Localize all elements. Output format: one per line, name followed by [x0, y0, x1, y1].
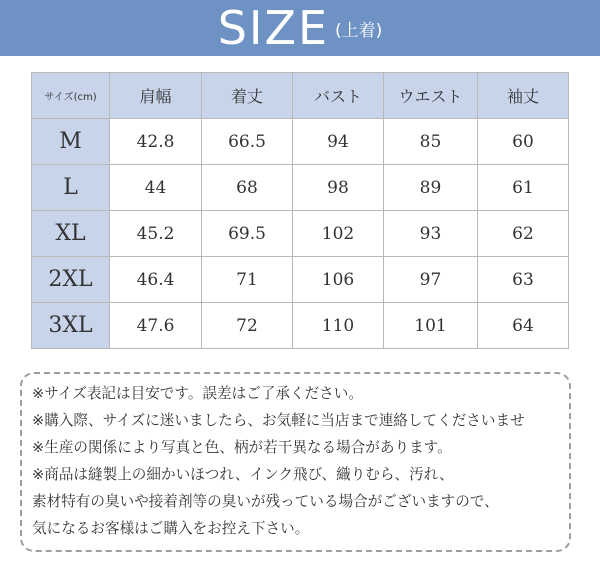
note-line: ※商品は縫製上の細かいほつれ、インク飛び、織りむら、汚れ、 [32, 466, 454, 483]
header-waist: ウエスト [384, 73, 478, 119]
table-cell: 62 [478, 211, 569, 257]
table-cell: 98 [293, 165, 384, 211]
table-row [32, 303, 569, 349]
table-cell: 44 [110, 165, 202, 211]
table-cell: 46.4 [110, 257, 202, 303]
header-sleeve: 袖丈 [478, 73, 569, 119]
size-banner [0, 0, 600, 56]
header-length: 着丈 [202, 73, 293, 119]
table-cell: 47.6 [110, 303, 202, 349]
corner-header: サイズ(cm) [32, 73, 110, 119]
table-cell: 42.8 [110, 119, 202, 165]
note-line: 気になるお客様はご購入をお控え下さい。 [32, 520, 310, 537]
table-cell: 61 [478, 165, 569, 211]
table-cell: 102 [293, 211, 384, 257]
table-cell: 60 [478, 119, 569, 165]
table-cell: 63 [478, 257, 569, 303]
table-cell: 71 [202, 257, 293, 303]
note-line: ※生産の関係により写真と色、柄が若干異なる場合があります。 [32, 439, 452, 456]
table-cell: 85 [384, 119, 478, 165]
table-cell: 45.2 [110, 211, 202, 257]
note-line: ※購入際、サイズに迷いましたら、お気軽に当店まで連絡してくださいませ [32, 412, 525, 429]
table-cell: 72 [202, 303, 293, 349]
table-row [32, 165, 569, 211]
banner-subtitle: (上着) [335, 21, 383, 41]
table-cell: 93 [384, 211, 478, 257]
table-cell: 101 [384, 303, 478, 349]
size-table [31, 72, 569, 349]
size-label: M [32, 119, 110, 165]
table-cell: 106 [293, 257, 384, 303]
notes-box [20, 372, 571, 552]
header-shoulder: 肩幅 [110, 73, 202, 119]
table-cell: 110 [293, 303, 384, 349]
banner-title: SIZE [217, 1, 330, 55]
table-cell: 94 [293, 119, 384, 165]
table-row [32, 119, 569, 165]
header-bust: バスト [293, 73, 384, 119]
note-line: ※サイズ表記は目安です。誤差はご了承ください。 [32, 385, 363, 402]
table-cell: 69.5 [202, 211, 293, 257]
table-cell: 68 [202, 165, 293, 211]
note-line: 素材特有の臭いや接着剤等の臭いが残っている場合がございますので、 [32, 493, 499, 510]
size-label: 3XL [32, 303, 110, 349]
table-cell: 66.5 [202, 119, 293, 165]
table-header-row [32, 73, 569, 119]
size-label: XL [32, 211, 110, 257]
table-cell: 89 [384, 165, 478, 211]
table-cell: 97 [384, 257, 478, 303]
size-label: 2XL [32, 257, 110, 303]
table-row [32, 257, 569, 303]
table-cell: 64 [478, 303, 569, 349]
size-label: L [32, 165, 110, 211]
table-row [32, 211, 569, 257]
